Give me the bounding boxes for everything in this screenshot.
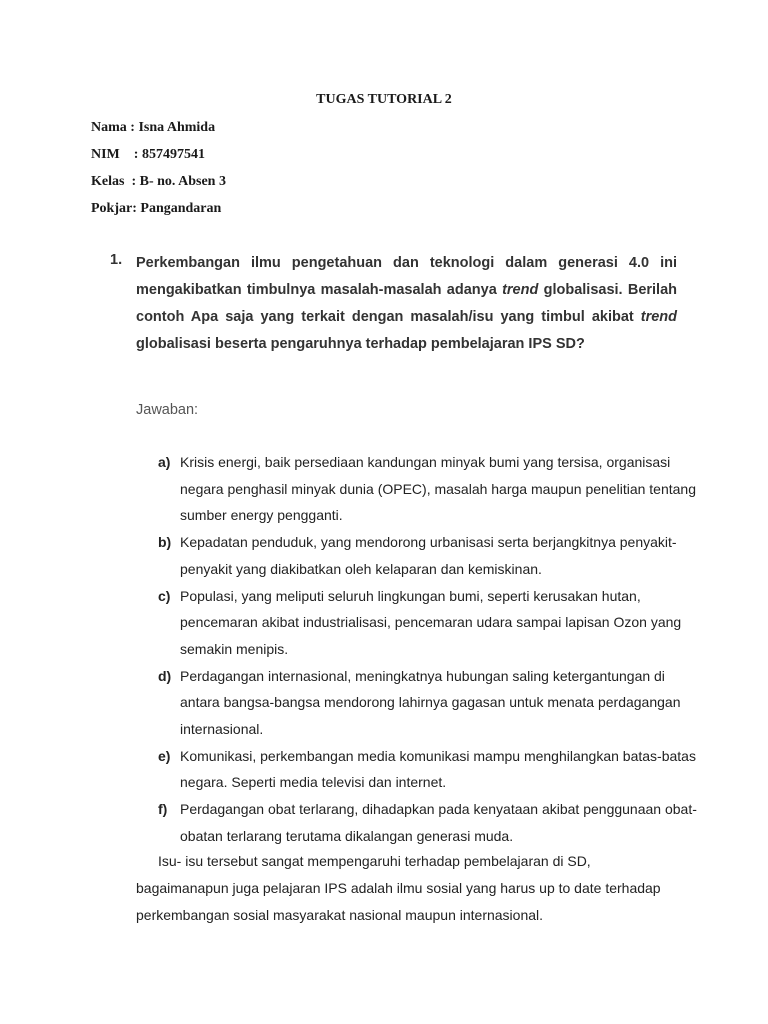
answer-letter: c)	[158, 587, 171, 604]
info-label: NIM :	[91, 147, 142, 162]
answer-letter: a)	[158, 454, 171, 470]
info-label: Nama :	[91, 120, 139, 135]
question-part: globalisasi beserta pengaruhnya terhadap pembelajaran IPS SD?	[136, 336, 585, 352]
answer-text: Populasi, yang meliputi seluruh lingkungan bumi, seperti kerusakan hutan, pencemaran akibat industrialisasi, pencemaran udara sampai lapisan Ozon yang semakin menipis.	[180, 587, 682, 657]
answer-letter: e)	[158, 747, 171, 764]
question-number: 1.	[110, 252, 123, 268]
answer-item-c	[158, 583, 698, 663]
closing-paragraph	[136, 848, 666, 929]
answer-letter: d)	[158, 667, 172, 684]
student-info	[91, 118, 226, 226]
info-row-nama	[91, 118, 226, 145]
answer-item-a	[158, 449, 698, 529]
info-value: Pangandaran	[140, 201, 222, 216]
info-row-pokjar	[91, 199, 226, 226]
info-value: B- no. Absen 3	[139, 174, 226, 189]
answer-label: Jawaban:	[136, 402, 199, 418]
info-value: Isna Ahmida	[138, 120, 216, 135]
answer-text: Krisis energi, baik persediaan kandungan minyak bumi yang tersisa, organisasi negara penghasil minyak dunia (OPEC), masalah harga maupun penelitian tentang sumber energy pengganti.	[180, 454, 696, 524]
question-part: Perkembangan ilmu pengetahuan dan teknologi dalam generasi 4.0 ini mengakibatkan timbulnya masalah-masalah adanya	[136, 255, 677, 298]
info-row-kelas	[91, 172, 226, 199]
closing-text: Isu- isu tersebut sangat mempengaruhi terhadap pembelajaran di SD, bagaimanapun juga pelajaran IPS adalah ilmu sosial yang harus up to date terhadap perkembangan sosial masyarakat nasional maupun internasional.	[136, 853, 661, 923]
answer-text: Kepadatan penduduk, yang mendorong urbanisasi serta berjangkitnya penyakit-penyakit yang diakibatkan oleh kelaparan dan kemiskinan.	[180, 534, 677, 577]
answer-item-d	[158, 663, 698, 743]
answer-letter: f)	[158, 801, 168, 818]
question-emphasis: trend	[502, 282, 539, 298]
question-emphasis: trend	[640, 309, 677, 325]
info-value: 857497541	[141, 147, 205, 162]
answer-text: Perdagangan internasional, meningkatnya hubungan saling ketergantungan di antara bangsa-bangsa mendorong lahirnya gagasan untuk menata perdagangan internasional.	[180, 667, 681, 738]
info-label: Kelas :	[91, 174, 140, 189]
info-label: Pokjar:	[91, 201, 141, 216]
answer-item-b	[158, 529, 698, 582]
question-part: globalisasi. Berilah contoh Apa saja yang terkait dengan masalah/isu yang timbul akibat	[136, 282, 678, 325]
document-title: TUGAS TUTORIAL 2	[316, 92, 452, 107]
answer-text: Perdagangan obat terlarang, dihadapkan pada kenyataan akibat penggunaan obat-obatan terlarang terutama dikalangan generasi muda.	[180, 801, 697, 844]
question-text	[136, 250, 677, 358]
info-row-nim	[91, 145, 226, 172]
answer-text: Komunikasi, perkembangan media komunikasi mampu menghilangkan batas-batas negara. Seperti media televisi dan internet.	[180, 747, 696, 791]
answer-letter: b)	[158, 534, 172, 551]
answer-item-f	[158, 796, 698, 849]
answer-item-e	[158, 743, 698, 796]
answer-list	[158, 449, 698, 850]
